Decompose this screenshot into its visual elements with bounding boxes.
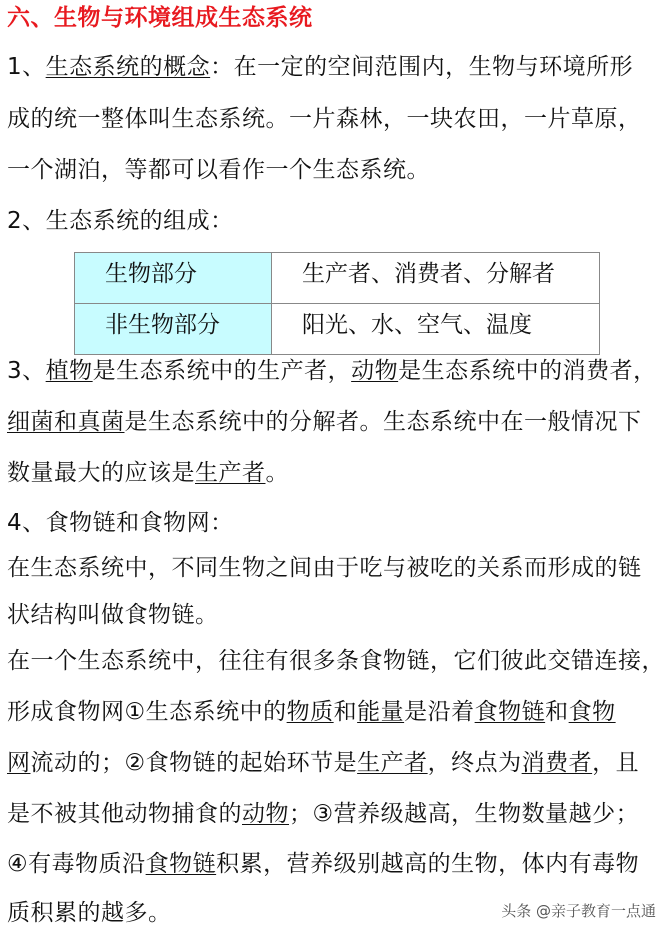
underlined-term: 食物 bbox=[568, 699, 616, 725]
text-segment: ，终点为 bbox=[427, 750, 522, 776]
underlined-term: 生产者 bbox=[357, 750, 428, 776]
text-line bbox=[7, 849, 639, 879]
text-segment: 是沿着 bbox=[404, 699, 475, 725]
underlined-term: 植物 bbox=[45, 358, 93, 384]
text-line bbox=[7, 356, 657, 386]
underlined-term: 生产者 bbox=[195, 460, 266, 486]
text-line bbox=[7, 407, 642, 437]
underlined-term: 动物 bbox=[242, 801, 289, 827]
underlined-term: 消费者 bbox=[521, 750, 593, 776]
underlined-term: 网 bbox=[7, 750, 31, 776]
text-segment: 是生态系统中的生产者， bbox=[92, 358, 352, 384]
text-segment: 4、食物链和食物网： bbox=[7, 510, 234, 536]
text-line bbox=[7, 458, 289, 488]
text-segment: 质积累的越多。 bbox=[7, 900, 172, 926]
text-segment: 积累，营养级别越高的生物，体内有毒物 bbox=[216, 851, 640, 877]
text-segment: ，且 bbox=[592, 750, 640, 776]
text-segment: 形成食物网①生态系统中的 bbox=[7, 699, 287, 725]
text-segment: 成的统一整体叫生态系统。一片森林，一块农田，一片草原， bbox=[7, 106, 642, 132]
text-segment: 。 bbox=[265, 460, 289, 486]
underlined-term: 生态系统的概念 bbox=[45, 54, 211, 80]
table-key-cell: 非生物部分 bbox=[75, 304, 272, 355]
text-line bbox=[7, 600, 219, 630]
table-row bbox=[75, 304, 600, 355]
underlined-term: 细菌和真菌 bbox=[7, 409, 125, 435]
text-segment: 和 bbox=[333, 699, 358, 725]
text-line bbox=[7, 206, 234, 236]
table-value-cell: 阳光、水、空气、温度 bbox=[272, 304, 600, 355]
text-segment: 是生态系统中的分解者。生态系统中在一般情况下 bbox=[124, 409, 642, 435]
text-segment: 是不被其他动物捕食的 bbox=[7, 801, 242, 827]
text-line bbox=[7, 898, 172, 928]
text-line bbox=[7, 748, 639, 778]
text-line bbox=[7, 646, 665, 676]
text-segment: 2、生态系统的组成： bbox=[7, 208, 234, 234]
text-segment: 1、 bbox=[7, 54, 46, 80]
text-line bbox=[7, 799, 639, 829]
section-title: 六、生物与环境组成生态系统 bbox=[7, 5, 313, 31]
ecosystem-composition-table bbox=[74, 252, 600, 355]
text-line bbox=[7, 508, 234, 538]
text-segment: 3、 bbox=[7, 358, 46, 384]
text-segment: 是生态系统中的消费者， bbox=[398, 358, 657, 384]
text-segment: ；③营养级越高，生物数量越少； bbox=[289, 801, 640, 827]
underlined-term: 食物链 bbox=[474, 699, 546, 725]
text-segment: 在一个生态系统中，往往有很多条食物链，它们彼此交错连接， bbox=[7, 648, 665, 674]
text-line bbox=[7, 697, 616, 727]
text-segment: 数量最大的应该是 bbox=[7, 460, 195, 486]
text-segment: ④有毒物质沿 bbox=[7, 851, 146, 877]
text-segment: 一个湖泊，等都可以看作一个生态系统。 bbox=[7, 157, 430, 183]
text-line bbox=[7, 104, 642, 134]
underlined-term: 能量 bbox=[357, 699, 405, 725]
underlined-term: 动物 bbox=[351, 358, 399, 384]
table-row bbox=[75, 253, 600, 304]
underlined-term: 食物链 bbox=[145, 851, 217, 877]
table-key-cell: 生物部分 bbox=[75, 253, 272, 304]
text-line bbox=[7, 155, 430, 185]
text-line bbox=[7, 52, 633, 82]
text-segment: 和 bbox=[545, 699, 569, 725]
text-segment: 状结构叫做食物链。 bbox=[7, 602, 219, 628]
watermark: 头条 @亲子教育一点通 bbox=[501, 902, 656, 920]
underlined-term: 物质 bbox=[286, 699, 334, 725]
text-line bbox=[7, 553, 642, 583]
text-segment: ：在一定的空间范围内，生物与环境所形 bbox=[210, 54, 634, 80]
table-value-cell: 生产者、消费者、分解者 bbox=[272, 253, 600, 304]
text-segment: 流动的；②食物链的起始环节是 bbox=[30, 750, 358, 776]
text-segment: 在生态系统中，不同生物之间由于吃与被吃的关系而形成的链 bbox=[7, 555, 642, 581]
